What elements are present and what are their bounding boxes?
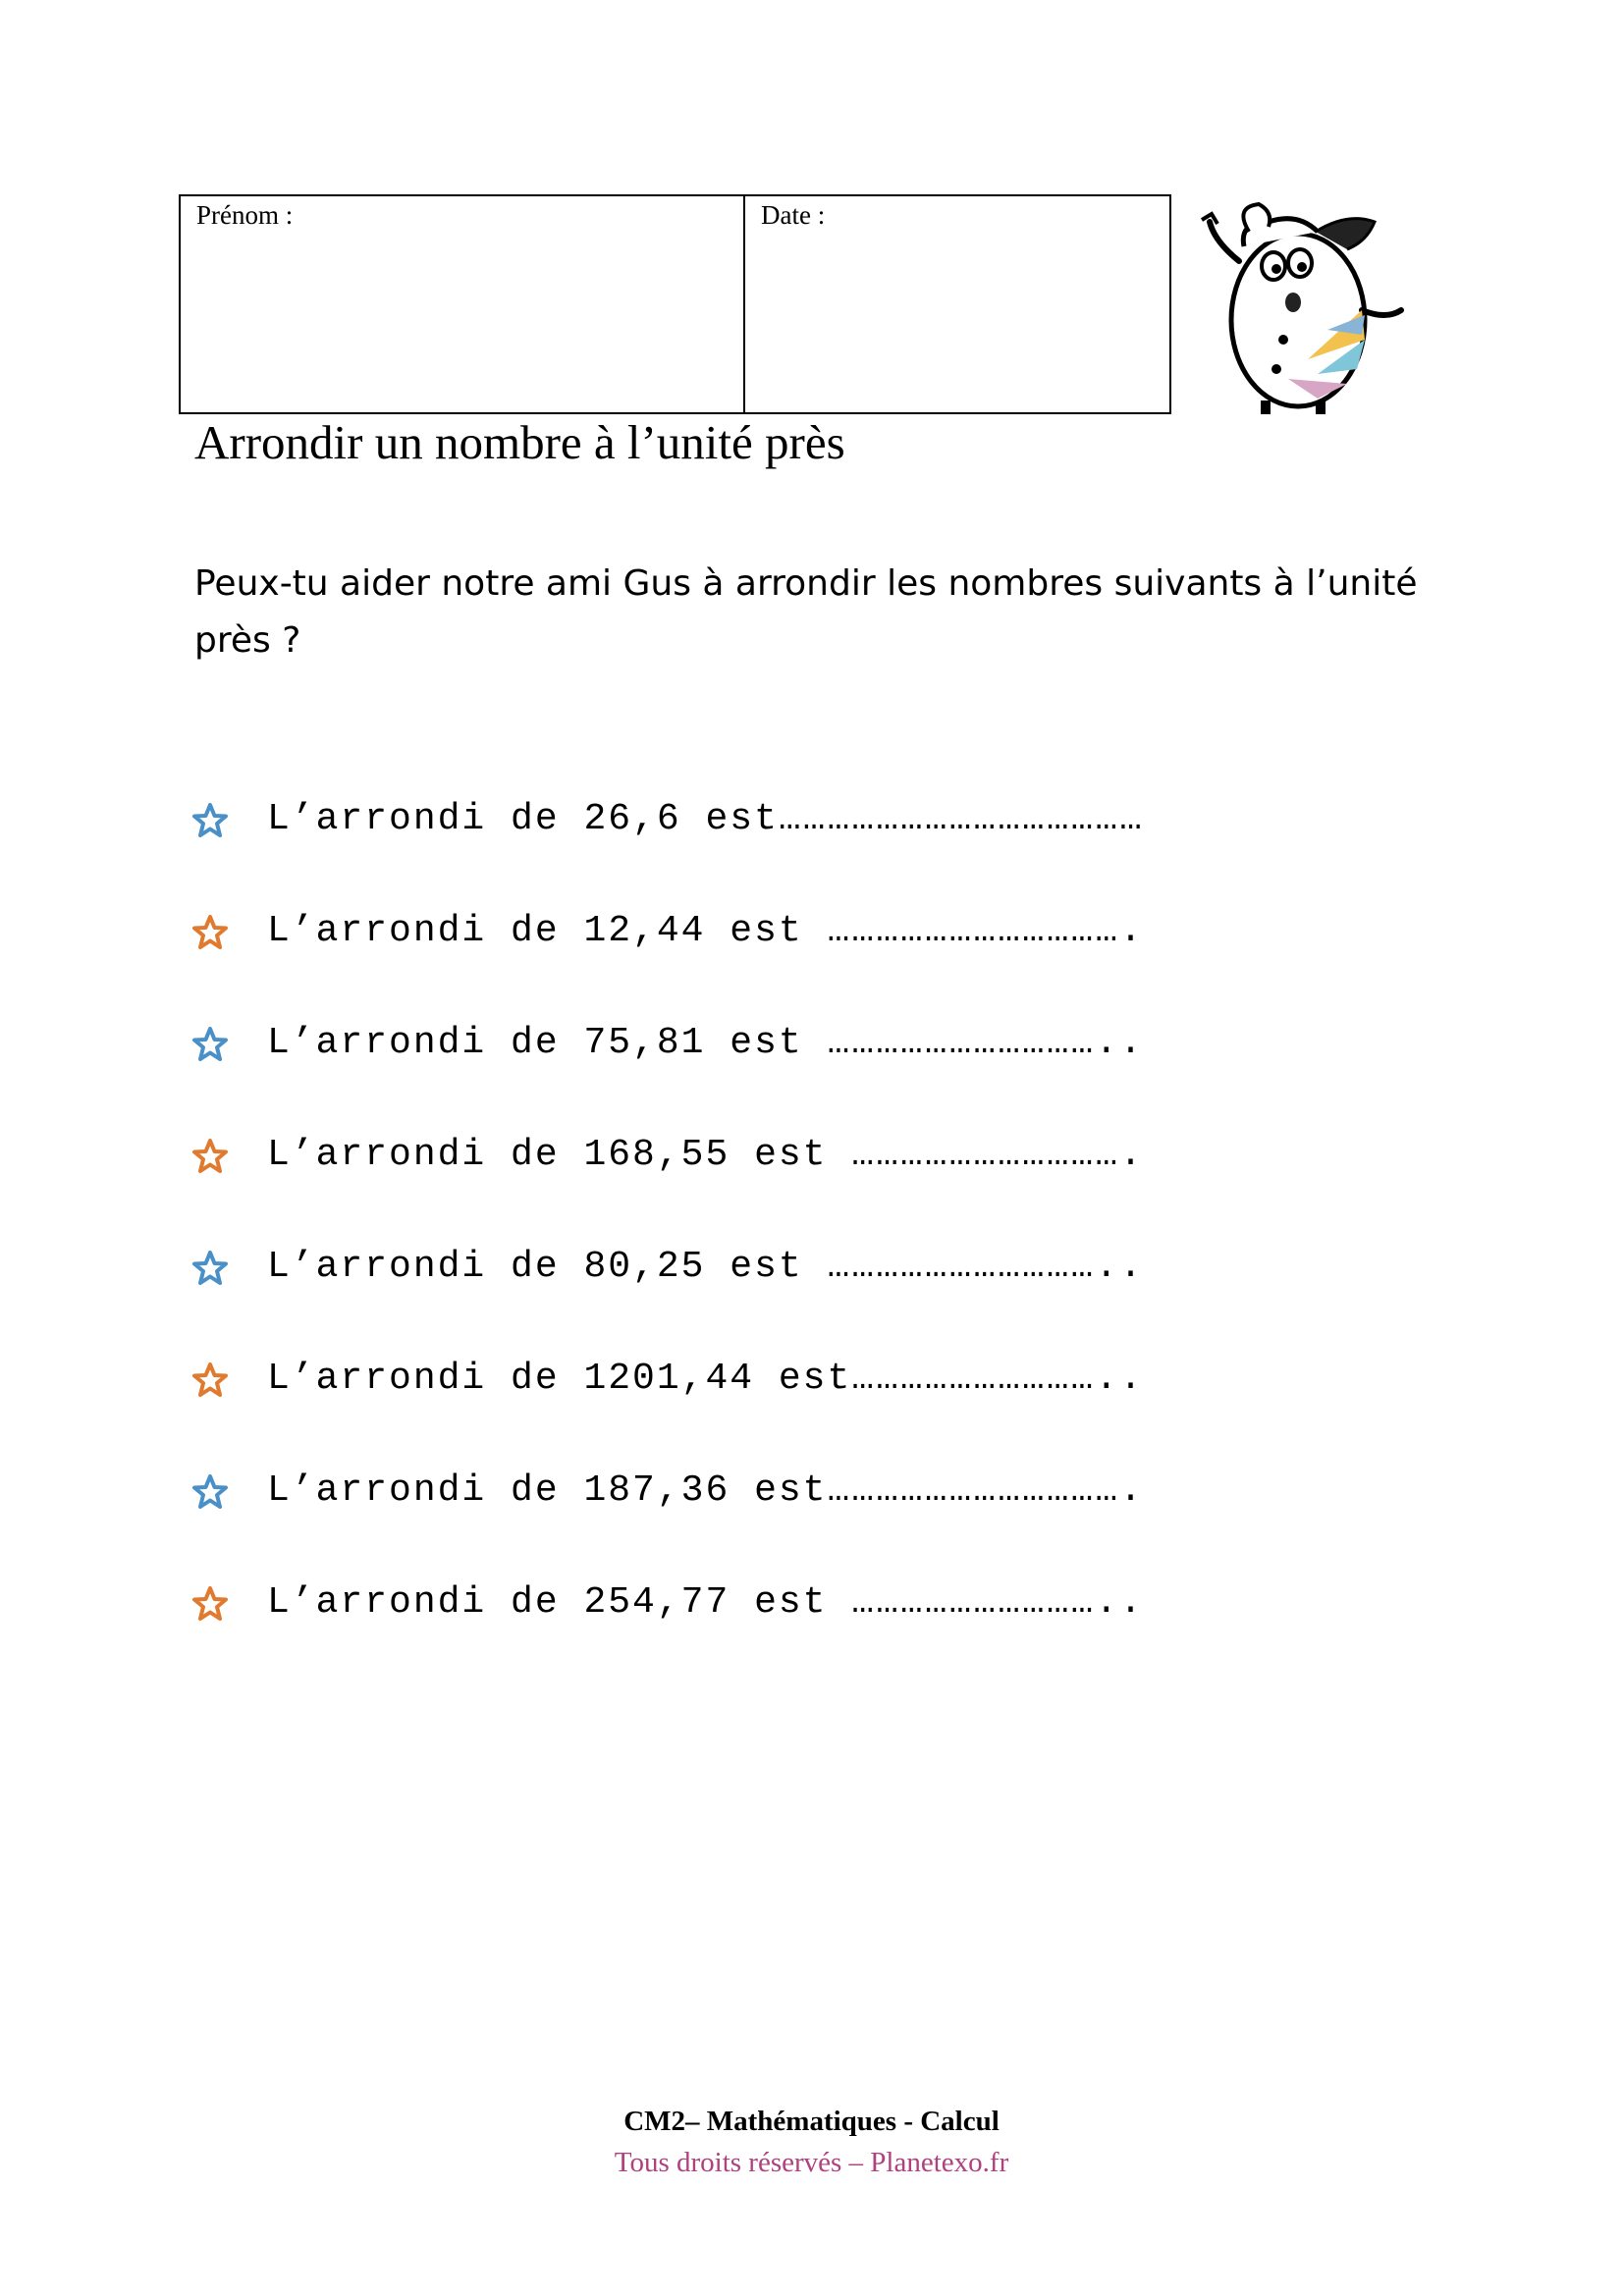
- footer-subject: CM2– Mathématiques - Calcul: [623, 2106, 1000, 2137]
- question-text[interactable]: L’arrondi de 75,81 est ……………………………..: [267, 1022, 1144, 1064]
- star-icon: [192, 803, 228, 838]
- question-item: [192, 1578, 1144, 1690]
- instructions-text: Peux-tu aider notre ami Gus à arrondir les nombres suivants à l’unité près ?: [194, 563, 1418, 661]
- question-item: [192, 1467, 1144, 1578]
- star-icon: [192, 1474, 228, 1510]
- star-icon: [192, 1586, 228, 1622]
- question-text[interactable]: L’arrondi de 1201,44 est…………………………..: [267, 1358, 1144, 1400]
- star-icon: [192, 1251, 228, 1286]
- question-item: [192, 1131, 1144, 1243]
- footer-copyright: Tous droits réservés – Planetexo.fr: [614, 2147, 1009, 2178]
- gus-mascot-image: [1200, 192, 1416, 418]
- question-item: [192, 1019, 1144, 1131]
- question-text[interactable]: L’arrondi de 254,77 est …………………………..: [267, 1581, 1144, 1624]
- date-label: Date :: [761, 200, 826, 230]
- question-text[interactable]: L’arrondi de 187,36 est……………………………….: [267, 1469, 1144, 1512]
- star-icon: [192, 1362, 228, 1398]
- question-text[interactable]: L’arrondi de 12,44 est ……………………………….: [267, 910, 1144, 952]
- question-text[interactable]: L’arrondi de 80,25 est ……………………………..: [267, 1246, 1144, 1288]
- header-table: [179, 194, 1171, 414]
- question-item: [192, 1243, 1144, 1355]
- star-icon: [192, 1027, 228, 1062]
- question-list: [192, 795, 1144, 1690]
- question-text[interactable]: L’arrondi de 168,55 est …………………………….: [267, 1134, 1144, 1176]
- question-item: [192, 907, 1144, 1019]
- page-title: Arrondir un nombre à l’unité près: [194, 415, 845, 469]
- name-label: Prénom :: [196, 200, 294, 230]
- question-item: [192, 795, 1144, 907]
- star-icon: [192, 915, 228, 950]
- name-field[interactable]: [181, 196, 745, 412]
- question-text[interactable]: L’arrondi de 26,6 est………………………………………: [267, 798, 1144, 840]
- date-field[interactable]: [745, 196, 1169, 412]
- question-item: [192, 1355, 1144, 1467]
- star-icon: [192, 1139, 228, 1174]
- footer: [0, 2101, 1623, 2183]
